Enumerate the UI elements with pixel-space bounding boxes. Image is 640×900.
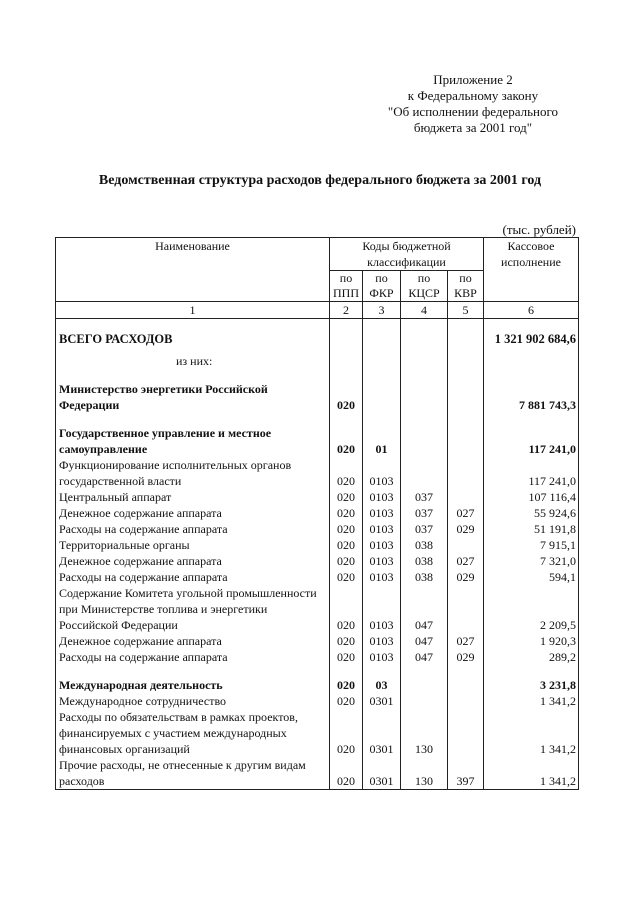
row-amount: 55 924,6 (484, 505, 579, 521)
table-row (56, 585, 579, 633)
code-ppp: 020 (330, 505, 363, 521)
row-name: из них: (56, 353, 330, 369)
code-ppp: 020 (330, 677, 363, 693)
code-kvr (448, 381, 484, 413)
code-kcsr (401, 677, 448, 693)
code-ppp (330, 353, 363, 369)
row-name: Содержание Комитета угольной промышленности при Министерстве топлива и энергетики Российской Федерации (56, 585, 330, 633)
table-row (56, 633, 579, 649)
code-ppp: 020 (330, 709, 363, 757)
column-numbers-row (56, 302, 579, 319)
row-name: Международное сотрудничество (56, 693, 330, 709)
row-name: Центральный аппарат (56, 489, 330, 505)
code-ppp (330, 331, 363, 347)
code-kvr (448, 425, 484, 457)
table-row (56, 457, 579, 489)
column-number: 1 (56, 302, 330, 319)
row-name: Прочие расходы, не отнесенные к другим видам расходов (56, 757, 330, 790)
code-kcsr (401, 693, 448, 709)
code-kvr: 027 (448, 505, 484, 521)
code-kvr (448, 353, 484, 369)
code-kcsr: 047 (401, 585, 448, 633)
row-amount: 1 321 902 684,6 (484, 331, 579, 347)
row-amount (484, 353, 579, 369)
code-kvr (448, 677, 484, 693)
table-row (56, 553, 579, 569)
code-kvr (448, 693, 484, 709)
row-amount: 1 341,2 (484, 693, 579, 709)
code-fkr: 0103 (363, 457, 401, 489)
code-kcsr: 037 (401, 505, 448, 521)
table-row (56, 677, 579, 693)
code-fkr: 0301 (363, 709, 401, 757)
row-name: Государственное управление и местное самоуправление (56, 425, 330, 457)
row-amount: 7 915,1 (484, 537, 579, 553)
code-kcsr: 047 (401, 633, 448, 649)
code-kvr (448, 537, 484, 553)
row-amount: 1 920,3 (484, 633, 579, 649)
code-kvr (448, 457, 484, 489)
table-row (56, 649, 579, 665)
code-kcsr (401, 425, 448, 457)
column-number: 2 (330, 302, 363, 319)
code-fkr (363, 381, 401, 413)
row-name: ВСЕГО РАСХОДОВ (56, 331, 330, 347)
table-row (56, 709, 579, 757)
code-fkr: 0103 (363, 633, 401, 649)
code-fkr: 0103 (363, 537, 401, 553)
code-kcsr (401, 381, 448, 413)
code-fkr: 0301 (363, 693, 401, 709)
code-kcsr: 038 (401, 569, 448, 585)
row-name: Расходы на содержание аппарата (56, 569, 330, 585)
code-ppp: 020 (330, 757, 363, 790)
code-fkr: 0103 (363, 585, 401, 633)
code-kcsr (401, 353, 448, 369)
code-kvr: 029 (448, 569, 484, 585)
row-name: Денежное содержание аппарата (56, 505, 330, 521)
row-amount: 7 881 743,3 (484, 381, 579, 413)
code-fkr: 03 (363, 677, 401, 693)
code-ppp: 020 (330, 457, 363, 489)
code-ppp: 020 (330, 489, 363, 505)
table-row (56, 537, 579, 553)
code-kcsr (401, 457, 448, 489)
header-codes: Коды бюджетной классификации (330, 238, 484, 271)
table-row (56, 693, 579, 709)
header-kvr: по КВР (448, 271, 484, 302)
column-number: 4 (401, 302, 448, 319)
code-fkr: 0103 (363, 649, 401, 665)
table-row (56, 331, 579, 347)
code-kvr: 029 (448, 649, 484, 665)
code-kcsr: 037 (401, 489, 448, 505)
row-name: Министерство энергетики Российской Федерации (56, 381, 330, 413)
code-ppp: 020 (330, 381, 363, 413)
appendix-line: бюджета за 2001 год" (413, 120, 533, 135)
row-amount: 7 321,0 (484, 553, 579, 569)
appendix-note (388, 72, 558, 136)
header-exec: Кассовое исполнение (484, 238, 579, 302)
row-amount: 117 241,0 (484, 457, 579, 489)
code-fkr: 0103 (363, 553, 401, 569)
row-name: Территориальные органы (56, 537, 330, 553)
row-name: Расходы на содержание аппарата (56, 521, 330, 537)
header-name: Наименование (56, 238, 330, 302)
code-kvr (448, 331, 484, 347)
row-name: Расходы по обязательствам в рамках проектов, финансируемых с участием международных финансовых организаций (56, 709, 330, 757)
header-kcsr: по КЦСР (401, 271, 448, 302)
code-kvr (448, 489, 484, 505)
code-fkr: 0301 (363, 757, 401, 790)
row-name: Денежное содержание аппарата (56, 553, 330, 569)
appendix-line: "Об исполнении федерального (387, 104, 558, 119)
header-fkr: по ФКР (363, 271, 401, 302)
code-fkr: 0103 (363, 505, 401, 521)
code-kvr: 397 (448, 757, 484, 790)
units-note: (тыс. рублей) (502, 222, 576, 237)
code-kvr: 029 (448, 521, 484, 537)
code-ppp: 020 (330, 649, 363, 665)
code-ppp: 020 (330, 521, 363, 537)
code-fkr (363, 331, 401, 347)
table-row (56, 353, 579, 369)
code-ppp: 020 (330, 693, 363, 709)
code-fkr: 01 (363, 425, 401, 457)
code-fkr: 0103 (363, 569, 401, 585)
code-kvr (448, 709, 484, 757)
header-ppp: по ППП (330, 271, 363, 302)
code-ppp: 020 (330, 569, 363, 585)
table-row (56, 521, 579, 537)
code-kcsr: 037 (401, 521, 448, 537)
expenditure-table (55, 237, 578, 790)
code-ppp: 020 (330, 425, 363, 457)
row-amount: 51 191,8 (484, 521, 579, 537)
table-row (56, 757, 579, 790)
code-ppp: 020 (330, 537, 363, 553)
table-row (56, 425, 579, 457)
row-amount: 107 116,4 (484, 489, 579, 505)
row-amount: 117 241,0 (484, 425, 579, 457)
row-name: Расходы на содержание аппарата (56, 649, 330, 665)
code-fkr (363, 353, 401, 369)
code-kcsr: 038 (401, 553, 448, 569)
code-kcsr: 130 (401, 757, 448, 790)
code-fkr: 0103 (363, 489, 401, 505)
table-row (56, 569, 579, 585)
code-kcsr (401, 331, 448, 347)
row-amount: 2 209,5 (484, 585, 579, 633)
column-number: 5 (448, 302, 484, 319)
column-number: 3 (363, 302, 401, 319)
code-ppp: 020 (330, 553, 363, 569)
code-kcsr: 047 (401, 649, 448, 665)
row-amount: 3 231,8 (484, 677, 579, 693)
code-ppp: 020 (330, 585, 363, 633)
code-ppp: 020 (330, 633, 363, 649)
row-amount: 1 341,2 (484, 757, 579, 790)
row-amount: 594,1 (484, 569, 579, 585)
code-kvr: 027 (448, 553, 484, 569)
code-kcsr: 038 (401, 537, 448, 553)
code-kcsr: 130 (401, 709, 448, 757)
table-row (56, 381, 579, 413)
document-title: Ведомственная структура расходов федерального бюджета за 2001 год (98, 173, 542, 188)
table-row (56, 489, 579, 505)
table-row (56, 505, 579, 521)
row-amount: 289,2 (484, 649, 579, 665)
code-kvr: 027 (448, 633, 484, 649)
code-kvr (448, 585, 484, 633)
code-fkr: 0103 (363, 521, 401, 537)
appendix-line: Приложение 2 (433, 72, 513, 87)
appendix-line: к Федеральному закону (407, 88, 539, 103)
row-amount: 1 341,2 (484, 709, 579, 757)
row-name: Международная деятельность (56, 677, 330, 693)
row-name: Функционирование исполнительных органов государственной власти (56, 457, 330, 489)
column-number: 6 (484, 302, 579, 319)
row-name: Денежное содержание аппарата (56, 633, 330, 649)
